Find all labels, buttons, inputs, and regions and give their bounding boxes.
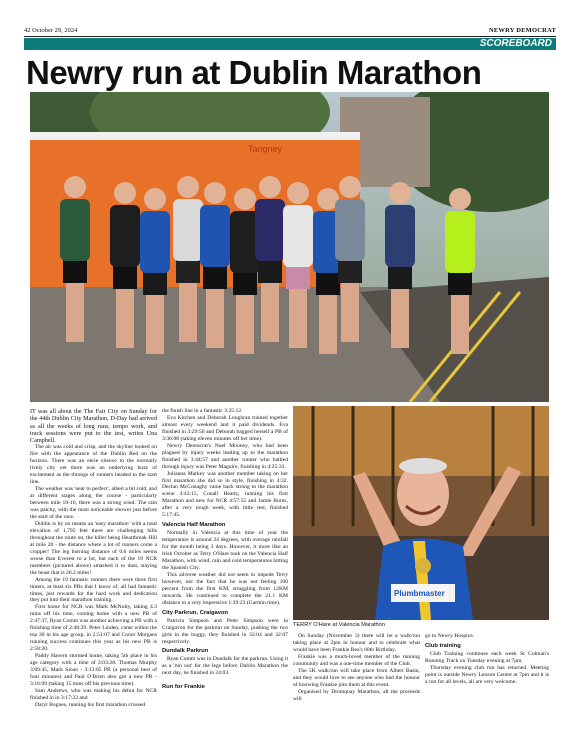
vest-logo: Plumbmaster — [394, 589, 445, 598]
article-paragraph: go to Newry Hospice. — [425, 633, 475, 639]
page-info: 42 October 29, 2024 — [24, 27, 78, 34]
article-paragraph: First home for NCR was Mark McNulty, taking 4.3 mins off his time, coming home with a new PB of 2:47:37, Ryan Comm was another achieving a PB with a finishing time of 2:48:29. Peter Linden, came within the top 30 in his age group, in 2:51:07 and Conor Morgans running success continues this year as his new PB is 2:58:20. — [30, 604, 157, 653]
article-paragraph: Club Training continues each week St Colman's Running Track on Tuesday evening at 7pm. — [425, 650, 549, 664]
article-paragraph: Patricia Simpson and Peter Simpson were in Craigavon for the parkrun on Sunday, pushing the two girls in the buggy, they finished in 32:04 and 32:07 respectively. — [162, 617, 288, 645]
subheading-valencia: Valencia Half Marathon — [162, 522, 226, 529]
article-column-1 — [30, 408, 157, 709]
article-paragraph: the finish line in a fantastic 3:25:12. — [162, 408, 243, 414]
article-paragraph: Frankie was a much-loved member of the running community and was a one-time member of the Club. — [293, 653, 420, 667]
article-paragraph: Julianna Markey was another member taking on her first marathon she did so in style, finishing in 4:32. Declan McConaghy came back strong to the marathon scene 4:43:15, Conall Hearty, running his first Marathon and new for NCR 4:57:55 and Jamie Burns, after a very tough week, with little rest, finished 5:17:45. — [162, 470, 288, 519]
subheading-craigavon: City Parkrun, Craigavon — [162, 609, 229, 616]
headline: Newry run at Dublin Marathon — [26, 54, 482, 91]
subheading-club-training: Club training — [425, 642, 461, 649]
article-paragraph: Paddy Havern stormed home, taking 5th place in his age category with a time of 3:03:28. Thomas Murphy 3:09:45, Mark Sloan - 3:13:05 PB (a personal best of four minutes) and Paul O'Brien also got a new PB - 3:16:09 (taking 15 mins off his previous time). — [30, 653, 157, 687]
terry-photo-illustration — [293, 406, 549, 620]
article-paragraph: Newry Democrat's Noel Mooney, who had been plagued by injury weeks leading up to the marathon finished in 3:44:57 and another runner who battled through injury was Peter Maguire, finishing in 4:25:33. — [162, 442, 288, 470]
subheading-dundalk: Dundalk Parkrun — [162, 648, 209, 655]
terry-photo — [293, 406, 549, 620]
subheading-frankie: Run for Frankie — [162, 684, 205, 691]
article-paragraph: The 5K walk/run will take place from Albert Basin, and they would love to see anyone who had the honour of knowing Frankie join them at this event. — [293, 667, 420, 688]
article-paragraph: Sam Andrews, who was making his debut for NCR finished in in 3:17:22 and — [30, 687, 157, 701]
article-paragraph: The weather was 'near to perfect', albeit a bit cold, and at different stages along the course - particularly between mile 10-16, there was a strong wind. The rain was patchy, with the most noticeable shower just before the start of the race. — [30, 486, 157, 521]
article-paragraph: Ryan Comm was in Dundalk for the parkrun. Using it as a 'run out' for the legs before Dublin Marathon the next day, he finished in 24:03. — [162, 656, 288, 677]
article-paragraph: Dublin is by no means an 'easy marathon' with a total elevation of 1,795 feet there are challenging hills throughout the route on, the killer being Heartbreak Hill at mile 20 - the distance where a lot of runners come a cropper! The leg burning distance of 0.6 miles seems worse than Everest to a lot, but each of the 19 NCR members (pictured above) smashed it to dust, staying the beast that is 26.2 miles! — [30, 520, 157, 576]
article-paragraph: Eva Kitchen and Deborah Loughran trained together almost every weekend and it paid dividends. Eva finished in 3:29:50 and Deborah bagged herself a PB of 3:36:08 (taking eleven minutes off her time). — [162, 414, 288, 442]
article-paragraph: Daryl Bogues, running his first marathon crossed — [35, 701, 146, 708]
article-column-4 — [425, 633, 549, 686]
article-paragraph: This adverse weather did not seem to impede Terry however, nor the fact that he was not feeling 100 percent from the first KM, struggling from 12KM onwards. He continued to complete the 21.1 KM distance in a very impressive 1:39:23 (Garmin time). — [162, 571, 288, 606]
article-paragraph: Organised by Dromquay Marathon, all the proceeds will — [293, 688, 420, 702]
article-paragraph: Among the 19 fantastic runners there were three first timers, at least six PBs that I know of, all had fantastic times, just rewards for the hard work and dedication they put into their marathon training. — [30, 576, 157, 604]
group-photo — [30, 92, 549, 402]
section-tag: SCOREBOARD — [476, 38, 556, 50]
paper-name: NEWRY DEMOCRAT — [488, 27, 556, 34]
article-column-3 — [293, 633, 420, 703]
article-paragraph: The air was cold and crisp, and the skyline looked on fire with the appearance of the Dublin Red on the horizon. There was an eerie silence to the normally lively city yet there was an underlying buzz of excitement as the throngs of runners headed to the start line. — [30, 444, 157, 486]
article-column-2 — [162, 408, 288, 692]
article-paragraph: Thursday evening club run has returned. Meeting point is outside Newry Leisure Centre at 7pm and it is a run for all levels, all are very welcome. — [425, 664, 549, 685]
wall-sign: Tangney — [248, 144, 283, 154]
article-intro: IT was all about the The Fair City on Sunday for the 44th Dublin City Marathon, D-Day had arrived as all the weeks of long runs, tempo work, and track sessions were put to the test, writes Una Campbell. — [30, 408, 157, 445]
article-paragraph: Normally in Valencia at this time of year the temperature is around 24 degrees, with average rainfall for the month being 3 days. However, it more like an Irish October as Terry O'Hare took on the Valencia Half Marathon, with wind, rain and cold temperatures hitting the Spanish City. — [162, 530, 288, 571]
photo-caption: TERRY O'Hare at Valencia Marathon — [293, 622, 385, 628]
article-paragraph: On Sunday (November 3) there will be a walk/run taking place at 2pm in honour and to celebrate what would have been Frankie Rea's 60th Birthday. — [293, 633, 420, 653]
group-photo-illustration — [30, 92, 549, 402]
header-rule — [24, 36, 556, 37]
